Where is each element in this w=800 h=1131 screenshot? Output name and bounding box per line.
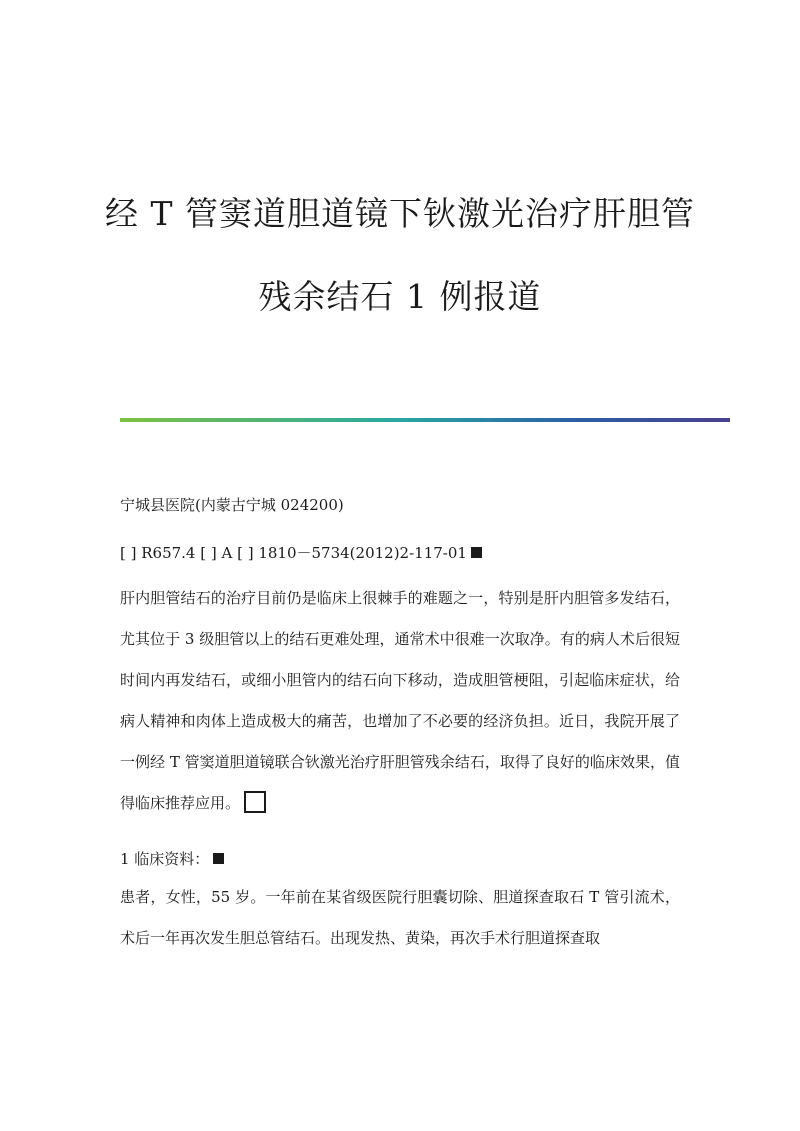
section-heading-text: 1 临床资料： <box>120 850 210 868</box>
affiliation: 宁城县医院(内蒙古宁城 024200) <box>120 496 344 514</box>
gradient-divider <box>120 418 730 422</box>
section-heading <box>120 848 680 869</box>
intro-paragraph <box>120 578 680 824</box>
intro-paragraph-text: 肝内胆管结石的治疗目前仍是临床上很棘手的难题之一，特别是肝内胆管多发结石，尤其位于 3 级胆管以上的结石更难处理，通常术中很难一次取净。有的病人术后很短时间内再发结石，或细小胆管内的结石向下移动，造成胆管梗阻，引起临床症状，给病人精神和肉体上造成极大的痛苦，也增加了不必要的经济负担。近日，我院开展了一例经 T 管窦道胆道镜联合钬激光治疗肝胆管残余结石，取得了良好的临床效果，值得临床推荐应用。 <box>120 589 680 812</box>
document-title-line-1: 经 T 管窦道胆道镜下钬激光治疗肝胆管 <box>105 194 695 233</box>
filled-square-icon <box>471 547 482 558</box>
document-title-line-2: 残余结石 1 例报道 <box>258 277 542 316</box>
empty-square-icon <box>244 791 266 813</box>
case-paragraph: 患者，女性，55 岁。一年前在某省级医院行胆囊切除、胆道探查取石 T 管引流术，术后一年再次发生胆总管结石。出现发热、黄染，再次手术行胆道探查取 <box>120 888 680 947</box>
classification-line <box>120 542 680 563</box>
filled-square-icon <box>213 853 224 864</box>
classification-text: [ ] R657.4 [ ] A [ ] 1810－5734(2012)2-117-01 <box>120 544 467 562</box>
